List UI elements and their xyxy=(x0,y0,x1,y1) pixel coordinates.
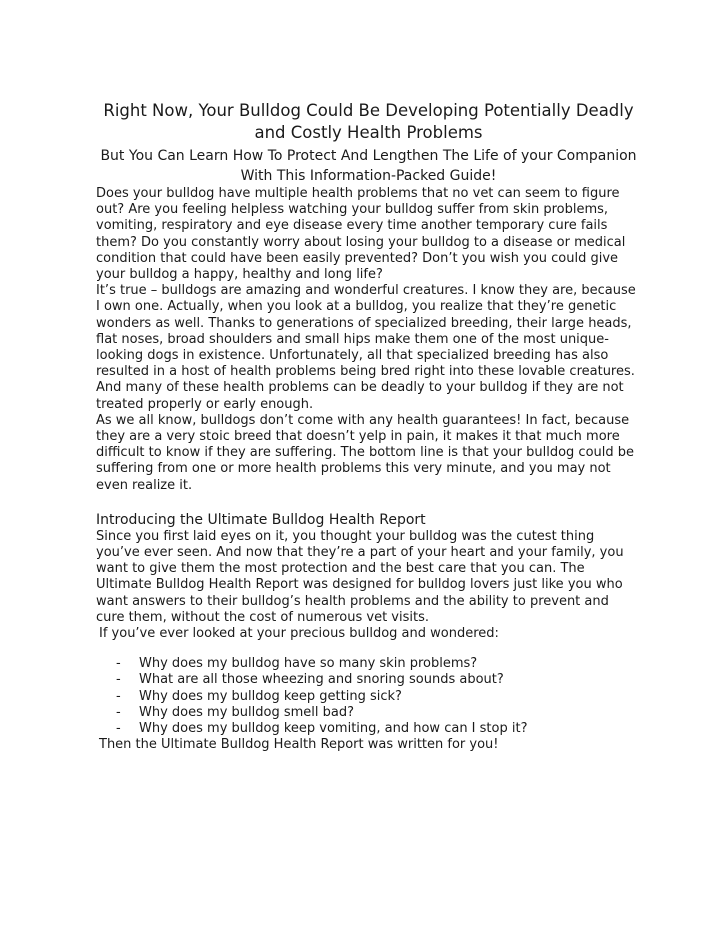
question-text: Why does my bulldog smell bad? xyxy=(139,704,354,720)
intro-paragraph-2: It’s true – bulldogs are amazing and wonderful creatures. I know they are, because I own one. Actually, when you look at a bulldog, you realize that they’re genetic wonders as well. Thanks to generations of specialized breeding, their large heads, flat noses, broad shoulders and small hips make them one of the most unique-looking dogs in existence. Unfortunately, all that specialized breeding has also resulted in a host of health problems being bred right into these lovable creatures. And many of these health problems can be deadly to your bulldog if they are not treated properly or early enough. xyxy=(96,283,636,412)
list-item xyxy=(96,689,641,705)
bullet-dash: - xyxy=(116,721,121,737)
lead-in-text: If you’ve ever looked at your precious bulldog and wondered: xyxy=(99,626,499,642)
bullet-dash: - xyxy=(116,704,121,720)
section-heading: Introducing the Ultimate Bulldog Health Report xyxy=(96,511,426,528)
questions-list xyxy=(96,656,641,737)
list-item xyxy=(96,721,641,737)
document-page xyxy=(96,100,641,754)
document-subtitle: But You Can Learn How To Protect And Lengthen The Life of your Companion With This Information-Packed Guide! xyxy=(100,148,637,184)
bullet-dash: - xyxy=(116,688,121,704)
question-text: Why does my bulldog keep vomiting, and how can I stop it? xyxy=(139,721,528,737)
intro-paragraph-3: As we all know, bulldogs don’t come with any health guarantees! In fact, because they are a very stoic breed that doesn’t yelp in pain, it makes it that much more difficult to know if they are suffering. The bottom line is that your bulldog could be suffering from one or more health problems this very minute, and you may not even realize it. xyxy=(96,412,635,493)
document-title: Right Now, Your Bulldog Could Be Developing Potentially Deadly and Costly Health Problems xyxy=(103,101,634,142)
closing-text: Then the Ultimate Bulldog Health Report was written for you! xyxy=(99,737,499,753)
list-item xyxy=(96,705,641,721)
section-paragraph: Since you first laid eyes on it, you thought your bulldog was the cutest thing you’ve ever seen. And now that they’re a part of your heart and your family, you want to give them the most protection and the best care that you can. The Ultimate Bulldog Health Report was designed for bulldog lovers just like you who want answers to their bulldog’s health problems and the ability to prevent and cure them, without the cost of numerous vet visits. xyxy=(96,528,624,625)
bullet-dash: - xyxy=(116,672,121,688)
bullet-dash: - xyxy=(116,656,121,672)
intro-paragraph-1: Does your bulldog have multiple health problems that no vet can seem to figure out? Are you feeling helpless watching your bulldog suffer from skin problems, vomiting, respiratory and eye disease every time another temporary cure fails them? Do you constantly worry about losing your bulldog to a disease or medical condition that could have been easily prevented? Don’t you wish you could give your bulldog a happy, healthy and long life? xyxy=(96,186,626,283)
question-text: Why does my bulldog keep getting sick? xyxy=(139,688,402,704)
list-item xyxy=(96,656,641,672)
question-text: Why does my bulldog have so many skin problems? xyxy=(139,656,478,672)
list-item xyxy=(96,672,641,688)
question-text: What are all those wheezing and snoring sounds about? xyxy=(139,672,504,688)
